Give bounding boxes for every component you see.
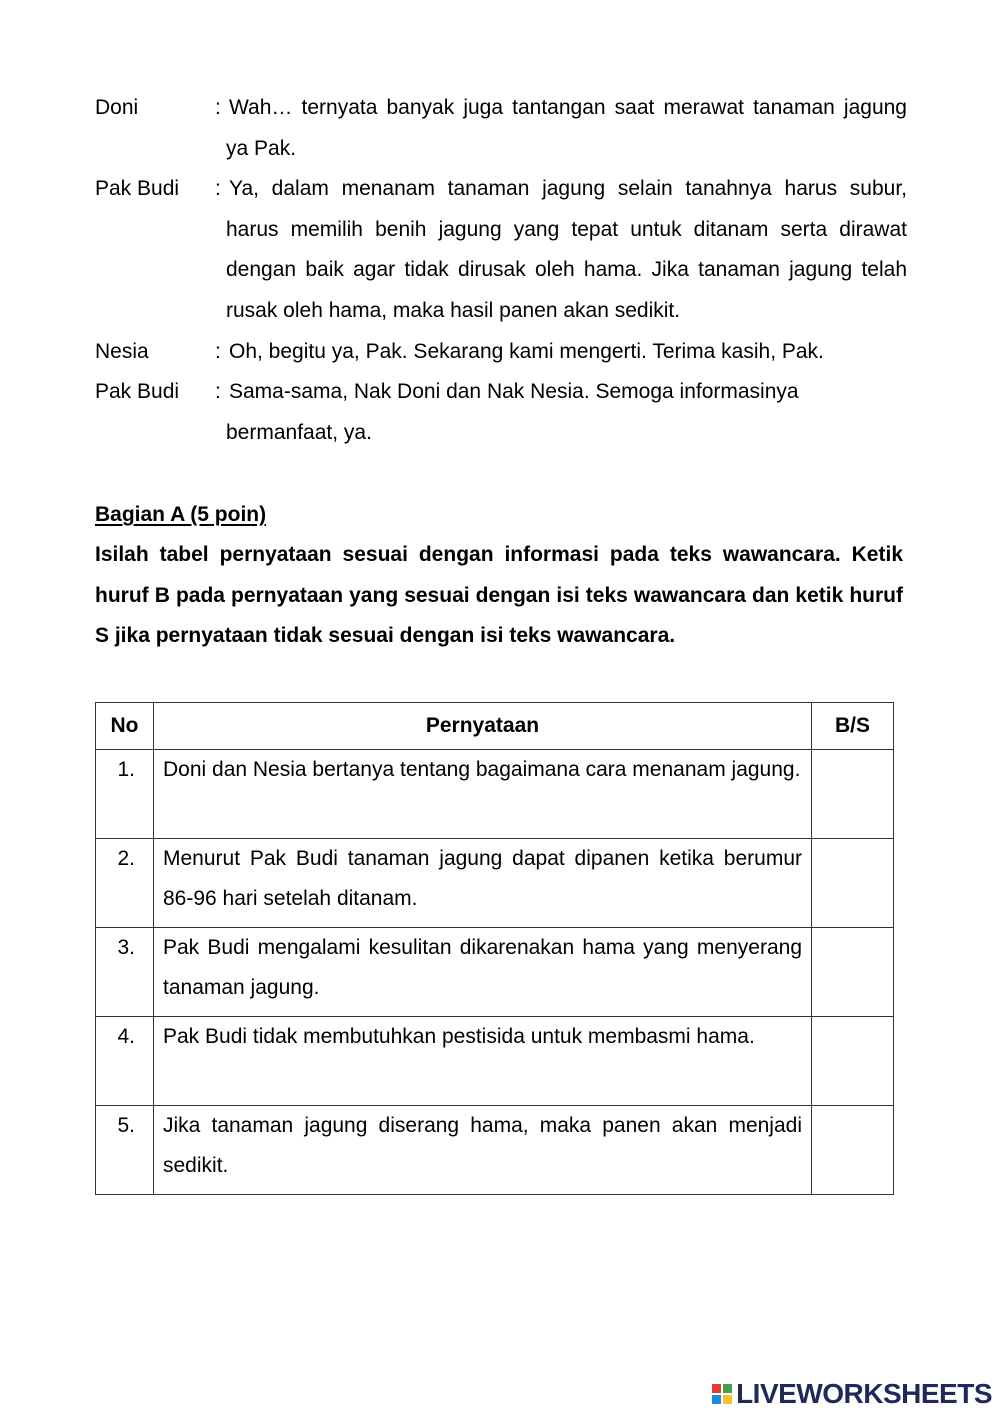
table-row bbox=[96, 1106, 894, 1195]
speech-text: Wah… ternyata banyak juga tantangan saat merawat tanaman jagung ya Pak. bbox=[226, 96, 907, 160]
answer-input-cell[interactable] bbox=[812, 1106, 894, 1195]
row-statement: Jika tanaman jagung diserang hama, maka panen akan menjadi sedikit. bbox=[154, 1106, 812, 1195]
section-title: Bagian A (5 poin) bbox=[95, 503, 267, 526]
table-row bbox=[96, 750, 894, 839]
row-statement: Doni dan Nesia bertanya tentang bagaimana cara menanam jagung. bbox=[154, 750, 812, 839]
row-number: 2. bbox=[96, 839, 154, 928]
interview-dialog bbox=[95, 88, 907, 453]
answer-input-cell[interactable] bbox=[812, 750, 894, 839]
dialog-turn bbox=[95, 372, 907, 453]
speech-text: Ya, dalam menanam tanaman jagung selain tanahnya harus subur, harus memilih benih jagung yang tepat untuk ditanam serta dirawat dengan baik agar tidak dirusak oleh hama. Jika tanaman jagung telah rusak oleh hama, maka hasil panen akan sedikit. bbox=[226, 177, 907, 322]
liveworksheets-logo-icon bbox=[712, 1384, 732, 1404]
statement-table bbox=[95, 702, 894, 1195]
logo-square bbox=[712, 1384, 721, 1393]
speaker-name: Pak Budi bbox=[95, 177, 180, 201]
answer-input-cell[interactable] bbox=[812, 839, 894, 928]
dialog-turn bbox=[95, 169, 907, 331]
colon-separator: : bbox=[215, 177, 221, 201]
speaker-name: Nesia bbox=[95, 339, 149, 363]
colon-separator: : bbox=[215, 339, 221, 363]
speech-text: Sama-sama, Nak Doni dan Nak Nesia. Semoga informasinya bermanfaat, ya. bbox=[226, 380, 799, 444]
header-no: No bbox=[96, 703, 154, 750]
answer-input-cell[interactable] bbox=[812, 928, 894, 1017]
table-row bbox=[96, 928, 894, 1017]
row-number: 4. bbox=[96, 1017, 154, 1106]
colon-separator: : bbox=[215, 96, 221, 119]
row-statement: Menurut Pak Budi tanaman jagung dapat dipanen ketika berumur 86-96 hari setelah ditanam. bbox=[154, 839, 812, 928]
instructions-text: Isilah tabel pernyataan sesuai dengan informasi pada teks wawancara. Ketik huruf B pada pernyataan yang sesuai dengan isi teks wawancara dan ketik huruf S jika pernyataan tidak sesuai dengan isi teks wawancara. bbox=[95, 543, 903, 648]
dialog-turn bbox=[95, 332, 907, 373]
speaker-name: Doni bbox=[95, 96, 139, 119]
logo-text: LIVEWORKSHEETS bbox=[736, 1378, 992, 1409]
speech-text: Oh, begitu ya, Pak. Sekarang kami mengerti. Terima kasih, Pak. bbox=[229, 339, 824, 363]
table-header-row bbox=[96, 703, 894, 750]
logo-square bbox=[723, 1395, 732, 1404]
header-answer: B/S bbox=[812, 703, 894, 750]
dialog-turn bbox=[95, 88, 907, 169]
speaker-name: Pak Budi bbox=[95, 380, 180, 404]
table-row bbox=[96, 1017, 894, 1106]
row-number: 5. bbox=[96, 1106, 154, 1195]
logo-square bbox=[712, 1395, 721, 1404]
row-statement: Pak Budi tidak membutuhkan pestisida untuk membasmi hama. bbox=[154, 1017, 812, 1106]
row-number: 3. bbox=[96, 928, 154, 1017]
header-statement: Pernyataan bbox=[154, 703, 812, 750]
liveworksheets-logo[interactable] bbox=[712, 1379, 992, 1409]
row-number: 1. bbox=[96, 750, 154, 839]
table-row bbox=[96, 839, 894, 928]
row-statement: Pak Budi mengalami kesulitan dikarenakan hama yang menyerang tanaman jagung. bbox=[154, 928, 812, 1017]
colon-separator: : bbox=[215, 380, 221, 404]
logo-square bbox=[723, 1384, 732, 1393]
answer-input-cell[interactable] bbox=[812, 1017, 894, 1106]
